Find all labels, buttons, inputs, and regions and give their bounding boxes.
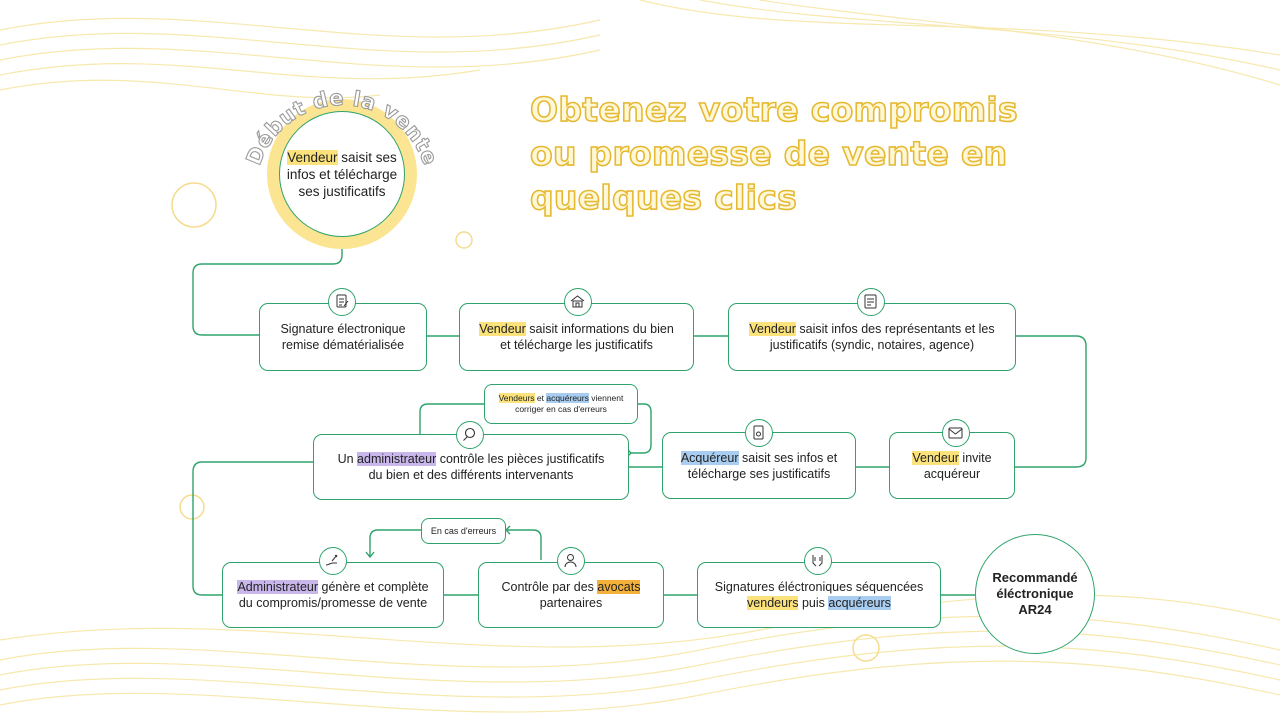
title-line-3: quelques clics	[530, 178, 798, 217]
step-vendeur-repr-line1: saisit infos des représentants et les	[795, 322, 995, 336]
end-step	[975, 534, 1095, 654]
note-correction-line2: corriger en cas d'erreurs	[515, 404, 607, 414]
note-correction-line1: viennent	[588, 393, 624, 403]
document-pen-icon	[328, 288, 356, 316]
step-vendeur-invite-line1: invite	[958, 450, 992, 465]
step-signatures-line1: Signatures éléctroniques séquencées	[714, 580, 924, 594]
step-avocats-line2: partenaires	[539, 596, 603, 610]
step-vendeur-bien-line2: et télécharge les justificatifs	[500, 338, 653, 352]
step-acquereur-highlight: Acquéreur	[680, 450, 739, 465]
house-icon	[564, 288, 592, 316]
step-avocats-pre: Contrôle par des	[501, 580, 598, 594]
step-admin-controle-highlight: administrateur	[357, 452, 437, 466]
note-correction-mid: et	[534, 393, 547, 403]
document-icon	[857, 288, 885, 316]
step-vendeur-invite-highlight: Vendeur	[912, 450, 959, 465]
step-admin-controle-line2: du bien et des différents intervenants	[368, 468, 574, 482]
note-correction	[484, 384, 638, 424]
file-upload-icon	[745, 419, 773, 447]
lawyer-icon	[557, 547, 585, 575]
step-signatures-hl2: acquéreurs	[828, 596, 891, 610]
start-arc-text: Début de la vente	[241, 85, 443, 169]
step-acquereur-line2: télécharge ses justificatifs	[687, 466, 831, 481]
start-step	[279, 111, 405, 237]
step-admin-controle-pre: Un	[337, 452, 358, 466]
mail-invite-icon	[942, 419, 970, 447]
handshake-icon	[804, 547, 832, 575]
title-line-1: Obtenez votre compromis	[530, 90, 1018, 129]
page-title	[530, 88, 1018, 220]
step-admin-genere-line2: du compromis/promesse de vente	[238, 596, 428, 610]
step-signatures-hl1: vendeurs	[747, 596, 799, 610]
magnifier-icon	[456, 421, 484, 449]
step-signature-line2: remise dématérialisée	[281, 338, 405, 352]
note-erreurs	[421, 518, 506, 544]
end-line2: éléctronique	[996, 586, 1074, 601]
step-vendeur-repr-line2: justificatifs (syndic, notaires, agence)	[769, 338, 975, 352]
step-vendeur-repr-highlight: Vendeur	[749, 322, 796, 336]
note-erreurs-text: En cas d'erreurs	[430, 525, 497, 536]
step-admin-genere-line1: génère et complète	[318, 580, 429, 594]
step-vendeur-bien-line1: saisit informations du bien	[525, 322, 674, 336]
step-admin-genere-highlight: Administrateur	[237, 580, 319, 594]
note-correction-hl2: acquéreurs	[546, 393, 589, 403]
step-acquereur-line1: saisit ses infos et	[738, 450, 838, 465]
start-text: saisit ses infos et télécharge ses justificatifs	[286, 149, 398, 199]
hand-document-icon	[319, 547, 347, 575]
end-line3: AR24	[1018, 602, 1052, 617]
step-vendeur-invite-line2: acquéreur	[923, 466, 981, 481]
title-line-2: ou promesse de vente en	[530, 134, 1008, 173]
note-correction-hl1: Vendeurs	[498, 393, 535, 403]
start-highlight: Vendeur	[287, 149, 338, 165]
step-avocats-highlight: avocats	[597, 580, 641, 594]
step-admin-controle-line1: contrôle les pièces justificatifs	[436, 452, 605, 466]
step-vendeur-bien-highlight: Vendeur	[479, 322, 526, 336]
end-line1: Recommandé	[992, 570, 1078, 585]
step-signatures-mid: puis	[798, 596, 829, 610]
step-signature-line1: Signature électronique	[280, 322, 406, 336]
